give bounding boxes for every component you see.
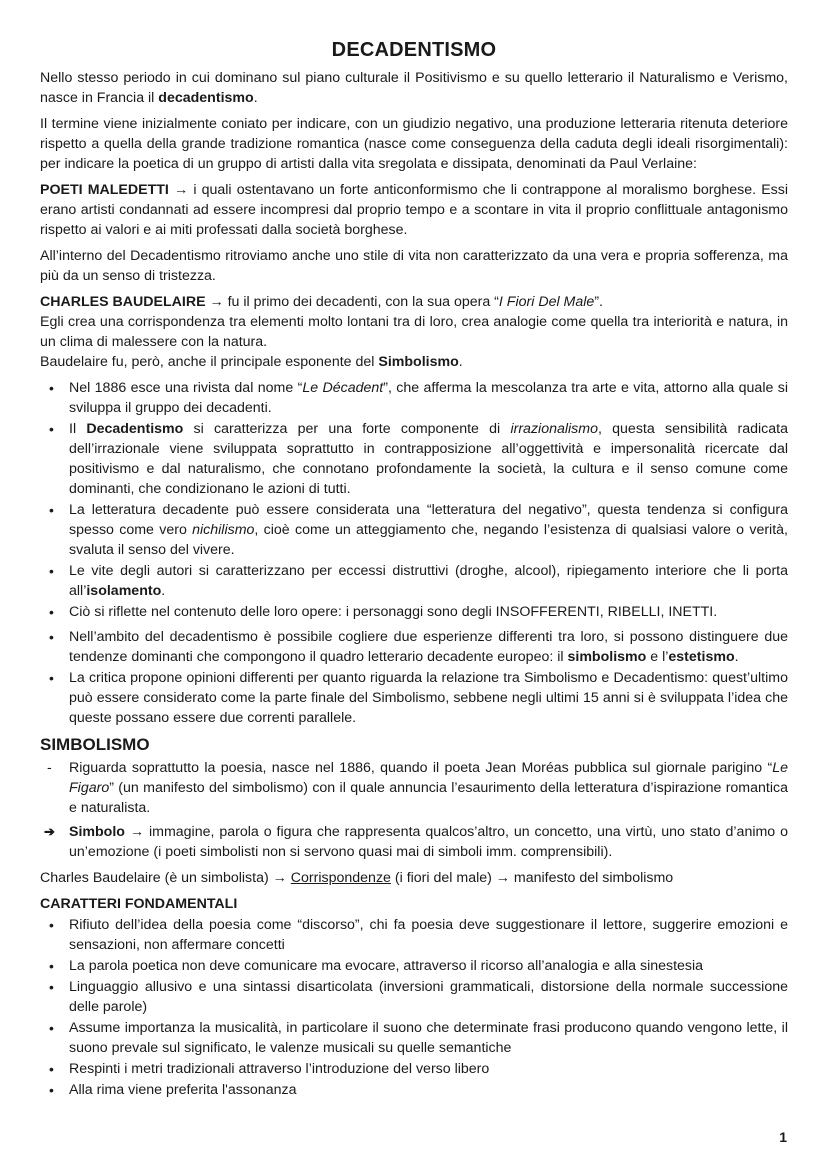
document-title: DECADENTISMO <box>331 39 497 61</box>
text: → i quali ostentavano un forte anticonformismo che li contrappone al moralismo borghese. Essi erano artisti condannati ad essere incompresi dal proprio tempo e a scontare in vita il proprio conflittuale antagonismo rispetto ai valori e ai miti professati dalla società borghese. <box>40 182 788 238</box>
baudelaire-simbolista-line <box>40 868 788 888</box>
baudelaire-paragraph-2: Egli crea una corrispondenza tra elementi molto lontani tra di loro, crea analogie come quella tra interiorità e natura, in un clima di malessere con la natura. <box>40 314 788 350</box>
list-item: • Assume importanza la musicalità, in particolare il suono che determinate frasi producono quando vengono lette, il suono prevale sul significato, le valenze musicali su quelle semantiche <box>69 1018 788 1058</box>
intro-paragraph-4: All’interno del Decadentismo ritroviamo anche uno stile di vita non caratterizzato da una vera e propria sofferenza, ma più da un senso di tristezza. <box>40 248 788 284</box>
simbolismo-heading: SIMBOLISMO <box>40 735 150 754</box>
intro-paragraph-1 <box>40 68 788 108</box>
list-item: • Ciò si riflette nel contenuto delle loro opere: i personaggi sono degli INSOFFERENTI, RIBELLI, INETTI. <box>69 602 788 622</box>
bold-term: decadentismo <box>158 90 254 106</box>
intro-paragraph-2: Il termine viene inizialmente coniato per indicare, con un giudizio negativo, una produzione letteraria ritenuta deteriore rispetto a quella della grande tradizione romantica (nasce come conseguenza della caduta degli ideali risorgimentali): per indicare la poetica di un gruppo di artisti dalla vita sregolata e dissipata, denominati da Paul Verlaine: <box>40 116 788 172</box>
decadentismo-bullet-list <box>40 378 788 728</box>
list-item: • Respinti i metri tradizionali attraverso l’introduzione del verso libero <box>69 1059 788 1079</box>
text: Baudelaire fu, però, anche il principale esponente del <box>40 354 379 370</box>
text: . <box>734 649 739 665</box>
poeti-maledetti-paragraph <box>40 180 788 240</box>
list-item <box>69 822 788 862</box>
list-item: • La parola poetica non deve comunicare ma evocare, attraverso il ricorso all’analogia e alla sinestesia <box>69 956 788 976</box>
italic-term: nichilismo <box>192 522 255 538</box>
bold-term: estetismo <box>668 649 735 665</box>
bold-term: simbolismo <box>567 649 647 665</box>
simbolismo-dash-list <box>40 758 788 818</box>
simbolismo-arrow-list <box>40 822 788 862</box>
italic-title: Le Figaro <box>69 760 788 796</box>
bold-term: Simbolo <box>69 824 125 840</box>
bold-term: Decadentismo <box>86 421 184 437</box>
text: , questa sensibilità radicata dell’irrazionale viene sviluppata soprattutto in contrapposizione all’oggettività e impersonalità ricercate dal positivismo e dal naturalismo, che connotano profondamente la società, la cultura e il senso comune come dominanti, che condizionano le azioni di tutti. <box>69 421 788 497</box>
caratteri-heading: CARATTERI FONDAMENTALI <box>40 896 238 912</box>
text: , cioè come un atteggiamento che, negando l’esistenza di qualsiasi valore o verità, svaluta il senso del vivere. <box>69 522 788 558</box>
list-item <box>69 419 788 499</box>
bold-term: isolamento <box>86 583 162 599</box>
list-item: • Rifiuto dell’idea della poesia come “discorso”, chi fa poesia deve suggestionare il lettore, suggerire emozioni e sensazioni, non affermare concetti <box>69 915 788 955</box>
baudelaire-paragraph-3 <box>40 352 788 372</box>
text: ”, che afferma la mescolanza tra arte e vita, attorno alla quale si sviluppa il gruppo dei decadenti. <box>69 380 788 416</box>
text: → fu il primo dei decadenti, con la sua opera “ <box>205 294 499 310</box>
text: . <box>253 90 258 106</box>
list-item: • Alla rima viene preferita l'assonanza <box>69 1080 788 1100</box>
text: (i fiori del male) → manifesto del simbolismo <box>390 870 674 886</box>
italic-title: Le Décadent <box>302 380 384 396</box>
text: . <box>161 583 166 599</box>
text: Nel 1886 esce una rivista dal nome “ <box>69 380 303 396</box>
bold-term: POETI MALEDETTI <box>40 182 169 198</box>
list-item <box>69 561 788 601</box>
text: Nell’ambito del decadentismo è possibile cogliere due esperienze differenti tra loro, si possono distinguere due tendenze dominanti che compongono il quadro letterario decadente europeo: il <box>69 629 788 665</box>
list-item <box>69 500 788 560</box>
text: Il <box>69 421 87 437</box>
text: Le vite degli autori si caratterizzano per eccessi distruttivi (droghe, alcool), ripiegamento interiore che li porta all’ <box>69 563 788 599</box>
list-item: • La critica propone opinioni differenti per quanto riguarda la relazione tra Simbolismo e Decadentismo: quest’ultimo può essere considerato come la parte finale del Simbolismo, sebbene negli ultimi 15 anni si è sviluppata l’idea che queste possano essere due correnti parallele. <box>69 668 788 728</box>
italic-term: irrazionalismo <box>510 421 598 437</box>
list-item <box>69 627 788 667</box>
text: La letteratura decadente può essere considerata una “letteratura del negativo”, questa tendenza si configura spesso come vero <box>69 502 788 538</box>
list-item <box>69 758 788 818</box>
list-item: • Linguaggio allusivo e una sintassi disarticolata (inversioni grammaticali, distorsione della normale successione delle parole) <box>69 977 788 1017</box>
bold-term: CHARLES BAUDELAIRE <box>40 294 206 310</box>
underlined-term: Corrispondenze <box>290 870 391 886</box>
caratteri-bullet-list <box>40 915 788 1100</box>
text: ” (un manifesto del simbolismo) con il quale annuncia l’esaurimento della letteratura d’ispirazione romantica e naturalista. <box>69 780 788 816</box>
text: . <box>458 354 463 370</box>
text: → immagine, parola o figura che rappresenta qualcos’altro, un concetto, una virtù, uno stato d’animo o un’emozione (i poeti simbolisti non si servono quasi mai di simboli imm. comprensibili). <box>69 824 788 860</box>
text: Charles Baudelaire (è un simbolista) → <box>40 870 291 886</box>
italic-title: I Fiori Del Male <box>498 294 595 310</box>
text: si caratterizza per una forte componente di <box>183 421 511 437</box>
bold-term: Simbolismo <box>378 354 459 370</box>
baudelaire-paragraph <box>40 292 788 312</box>
text: Riguarda soprattutto la poesia, nasce nel 1886, quando il poeta Jean Moréas pubblica sul giornale parigino “ <box>69 760 773 776</box>
text: Nello stesso periodo in cui dominano sul piano culturale il Positivismo e su quello letterario il Naturalismo e Verismo, nasce in Francia il <box>40 70 788 106</box>
text: ”. <box>594 294 603 310</box>
list-item <box>69 378 788 418</box>
page-number: 1 <box>779 1129 787 1145</box>
document-page <box>40 38 788 1102</box>
text: e l’ <box>646 649 669 665</box>
